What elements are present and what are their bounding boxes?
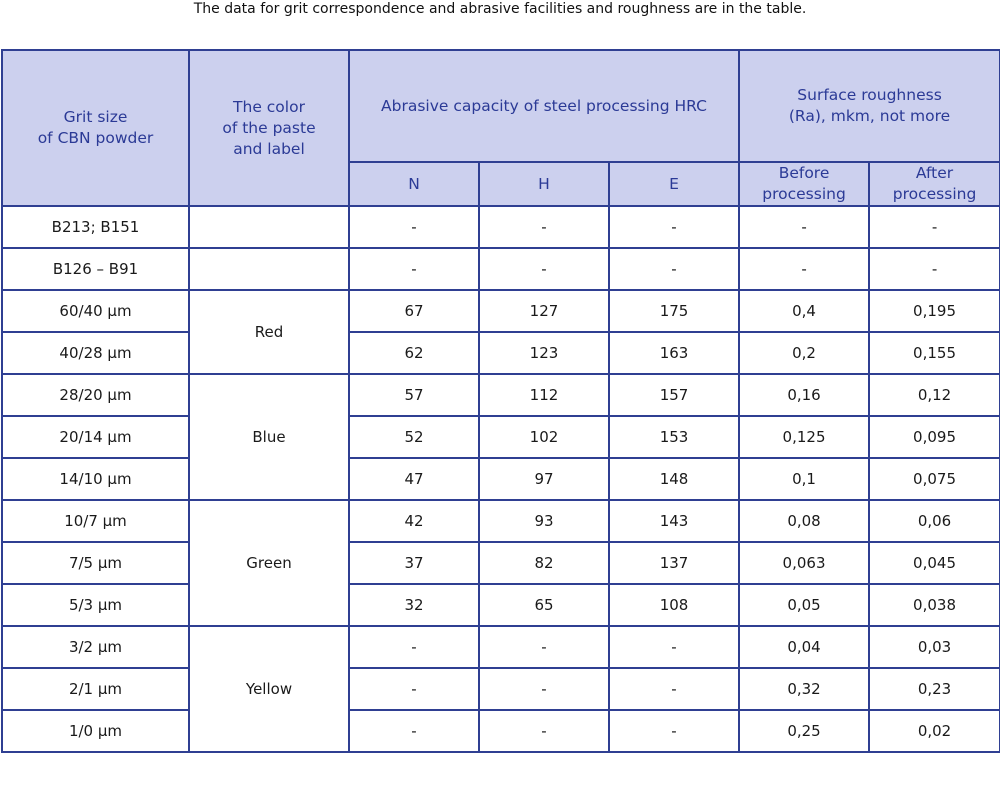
- grit-cell: 1/0 µm: [2, 710, 189, 752]
- e-cell: -: [609, 248, 739, 290]
- grit-cell: B126 – B91: [2, 248, 189, 290]
- e-cell: -: [609, 710, 739, 752]
- after-cell: 0,02: [869, 710, 1000, 752]
- e-cell: -: [609, 206, 739, 248]
- h-cell: 102: [479, 416, 609, 458]
- table-row: [2, 626, 1000, 668]
- grit-cell: 14/10 µm: [2, 458, 189, 500]
- before-cell: 0,08: [739, 500, 869, 542]
- header-paste-color: [189, 50, 349, 206]
- after-cell: -: [869, 206, 1000, 248]
- h-cell: -: [479, 248, 609, 290]
- before-cell: 0,05: [739, 584, 869, 626]
- before-cell: 0,04: [739, 626, 869, 668]
- table-row: [2, 332, 1000, 374]
- after-cell: 0,23: [869, 668, 1000, 710]
- header-after-processing: [869, 162, 1000, 206]
- n-cell: 42: [349, 500, 479, 542]
- n-cell: -: [349, 710, 479, 752]
- color-cell-blue: Blue: [189, 374, 349, 500]
- e-cell: 175: [609, 290, 739, 332]
- before-cell: 0,2: [739, 332, 869, 374]
- e-cell: -: [609, 668, 739, 710]
- header-after-line: After: [915, 164, 954, 182]
- after-cell: 0,06: [869, 500, 1000, 542]
- header-before-processing: [739, 162, 869, 206]
- n-cell: -: [349, 626, 479, 668]
- e-cell: 157: [609, 374, 739, 416]
- after-cell: 0,075: [869, 458, 1000, 500]
- grit-cell: 28/20 µm: [2, 374, 189, 416]
- n-cell: -: [349, 668, 479, 710]
- n-cell: 57: [349, 374, 479, 416]
- h-cell: 65: [479, 584, 609, 626]
- color-cell: [189, 248, 349, 290]
- after-cell: 0,155: [869, 332, 1000, 374]
- h-cell: 127: [479, 290, 609, 332]
- header-h: H: [479, 162, 609, 206]
- before-cell: -: [739, 248, 869, 290]
- grit-cell: 3/2 µm: [2, 626, 189, 668]
- e-cell: 137: [609, 542, 739, 584]
- header-e: E: [609, 162, 739, 206]
- before-cell: 0,4: [739, 290, 869, 332]
- h-cell: 112: [479, 374, 609, 416]
- table-row: [2, 668, 1000, 710]
- h-cell: -: [479, 626, 609, 668]
- n-cell: -: [349, 206, 479, 248]
- header-after-line: processing: [892, 185, 977, 203]
- color-cell-yellow: Yellow: [189, 626, 349, 752]
- after-cell: 0,03: [869, 626, 1000, 668]
- e-cell: 163: [609, 332, 739, 374]
- n-cell: 62: [349, 332, 479, 374]
- header-roughness-line: (Ra), mkm, not more: [788, 107, 951, 125]
- n-cell: 47: [349, 458, 479, 500]
- e-cell: 148: [609, 458, 739, 500]
- h-cell: -: [479, 668, 609, 710]
- table-row: [2, 248, 1000, 290]
- e-cell: 143: [609, 500, 739, 542]
- table-row: [2, 416, 1000, 458]
- header-before-line: Before: [778, 164, 830, 182]
- header-abrasive-capacity: [349, 50, 739, 162]
- color-cell-red: Red: [189, 290, 349, 374]
- grit-cell: 40/28 µm: [2, 332, 189, 374]
- h-cell: -: [479, 710, 609, 752]
- n-cell: 67: [349, 290, 479, 332]
- before-cell: 0,25: [739, 710, 869, 752]
- n-cell: -: [349, 248, 479, 290]
- grit-cell: 20/14 µm: [2, 416, 189, 458]
- header-color-line: The color: [233, 97, 305, 116]
- n-cell: 52: [349, 416, 479, 458]
- h-cell: 97: [479, 458, 609, 500]
- grit-cell: 5/3 µm: [2, 584, 189, 626]
- header-grit-line: of CBN powder: [37, 129, 154, 147]
- header-n: N: [349, 162, 479, 206]
- grit-cell: 60/40 µm: [2, 290, 189, 332]
- before-cell: 0,32: [739, 668, 869, 710]
- e-cell: 153: [609, 416, 739, 458]
- n-cell: 32: [349, 584, 479, 626]
- before-cell: -: [739, 206, 869, 248]
- after-cell: 0,045: [869, 542, 1000, 584]
- after-cell: 0,095: [869, 416, 1000, 458]
- header-before-line: processing: [762, 185, 846, 203]
- grit-cell: 7/5 µm: [2, 542, 189, 584]
- after-cell: 0,038: [869, 584, 1000, 626]
- after-cell: 0,195: [869, 290, 1000, 332]
- table-caption: The data for grit correspondence and abrasive facilities and roughness are in the table.: [193, 1, 807, 17]
- before-cell: 0,16: [739, 374, 869, 416]
- h-cell: 93: [479, 500, 609, 542]
- grit-cell: 2/1 µm: [2, 668, 189, 710]
- color-cell: [189, 206, 349, 248]
- h-cell: 123: [479, 332, 609, 374]
- e-cell: 108: [609, 584, 739, 626]
- grit-cell: B213; B151: [2, 206, 189, 248]
- table-row: [2, 206, 1000, 248]
- table-row: [2, 500, 1000, 542]
- header-grit-line: Grit size: [63, 108, 128, 126]
- h-cell: -: [479, 206, 609, 248]
- before-cell: 0,125: [739, 416, 869, 458]
- before-cell: 0,1: [739, 458, 869, 500]
- grit-table: [1, 49, 1000, 753]
- grit-cell: 10/7 µm: [2, 500, 189, 542]
- table-row: [2, 710, 1000, 752]
- table-row: [2, 374, 1000, 416]
- header-color-line: of the paste: [222, 118, 316, 137]
- header-capacity-text: Abrasive capacity of steel processing HRC: [381, 96, 707, 115]
- table-row: [2, 290, 1000, 332]
- table-row: [2, 584, 1000, 626]
- n-cell: 37: [349, 542, 479, 584]
- header-color-line: and label: [233, 139, 305, 158]
- before-cell: 0,063: [739, 542, 869, 584]
- table-row: [2, 458, 1000, 500]
- after-cell: -: [869, 248, 1000, 290]
- color-cell-green: Green: [189, 500, 349, 626]
- table-row: [2, 542, 1000, 584]
- h-cell: 82: [479, 542, 609, 584]
- header-roughness-line: Surface roughness: [797, 86, 942, 104]
- header-grit-size: [2, 50, 189, 206]
- after-cell: 0,12: [869, 374, 1000, 416]
- header-surface-roughness: [739, 50, 1000, 162]
- e-cell: -: [609, 626, 739, 668]
